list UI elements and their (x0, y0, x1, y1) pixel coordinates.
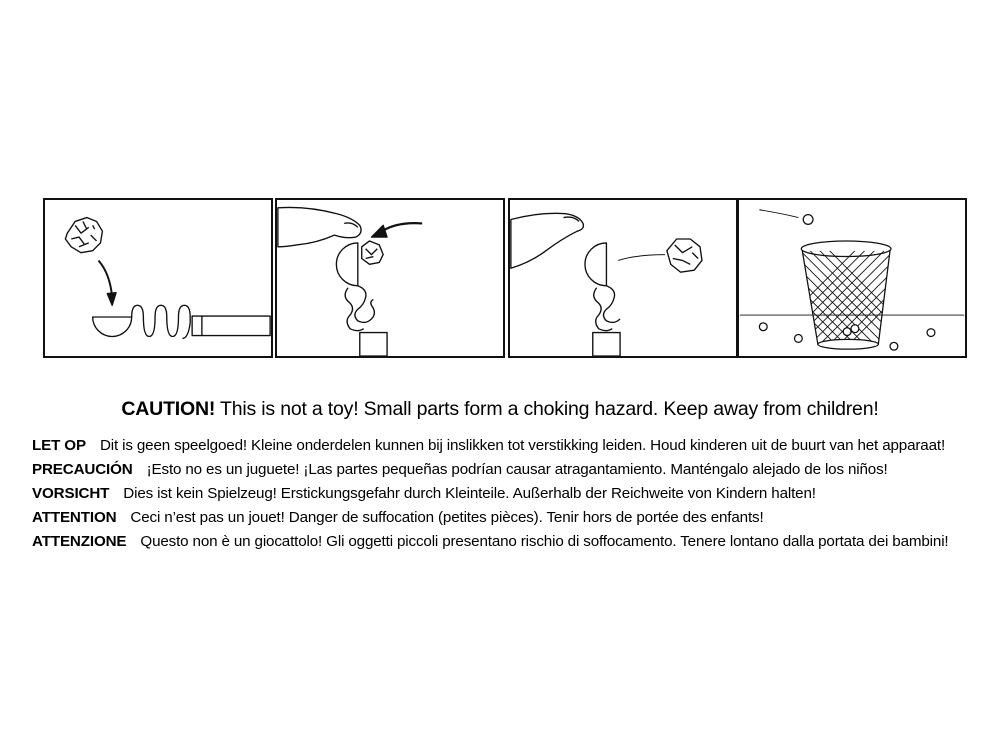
warning-spanish (32, 458, 982, 482)
ball-flicked-away-icon (510, 200, 736, 356)
paper-ball-drop-into-cup-icon (45, 200, 271, 356)
warning-text: Questo non è un giocattolo! Gli oggetti piccoli presentano rischio di soffocamento. Tenere lontano dalla portata dei bambini! (140, 533, 949, 550)
warning-list (32, 434, 982, 554)
caution-heading (0, 398, 1000, 421)
warning-label: ATTENTION (32, 509, 117, 526)
warning-dutch (32, 434, 982, 458)
caution-text: This is not a toy! Small parts form a choking hazard. Keep away from children! (220, 398, 879, 420)
waste-basket-icon (739, 200, 965, 356)
warning-label: ATTENZIONE (32, 533, 127, 550)
warning-text: Dies ist kein Spielzeug! Erstickungsgefahr durch Kleinteile. Außerhalb der Reichweite von Kindern halten! (123, 485, 816, 502)
warning-text: Dit is geen speelgoed! Kleine onderdelen kunnen bij inslikken tot verstikking leiden. Houd kinderen uit de buurt van het apparaat! (99, 437, 946, 454)
caution-label: CAUTION! (121, 398, 216, 420)
warning-german (32, 482, 982, 506)
illustration-step-4 (737, 198, 967, 358)
finger-pressing-ball-icon (277, 200, 503, 356)
illustration-step-3 (508, 198, 738, 358)
warning-italian (32, 530, 982, 554)
warning-label: VORSICHT (32, 485, 110, 502)
warning-text: ¡Esto no es un juguete! ¡Las partes pequeñas podrían causar atragantamiento. Manténgalo alejado de los niños! (146, 461, 888, 478)
warning-text: Ceci n’est pas un jouet! Danger de suffocation (petites pièces). Tenir hors de portée des enfants! (130, 509, 764, 526)
warning-label: PRECAUCIÓN (32, 461, 133, 478)
illustration-step-1 (43, 198, 273, 358)
warning-label: LET OP (32, 437, 86, 454)
warning-french (32, 506, 982, 530)
illustration-step-2 (275, 198, 505, 358)
